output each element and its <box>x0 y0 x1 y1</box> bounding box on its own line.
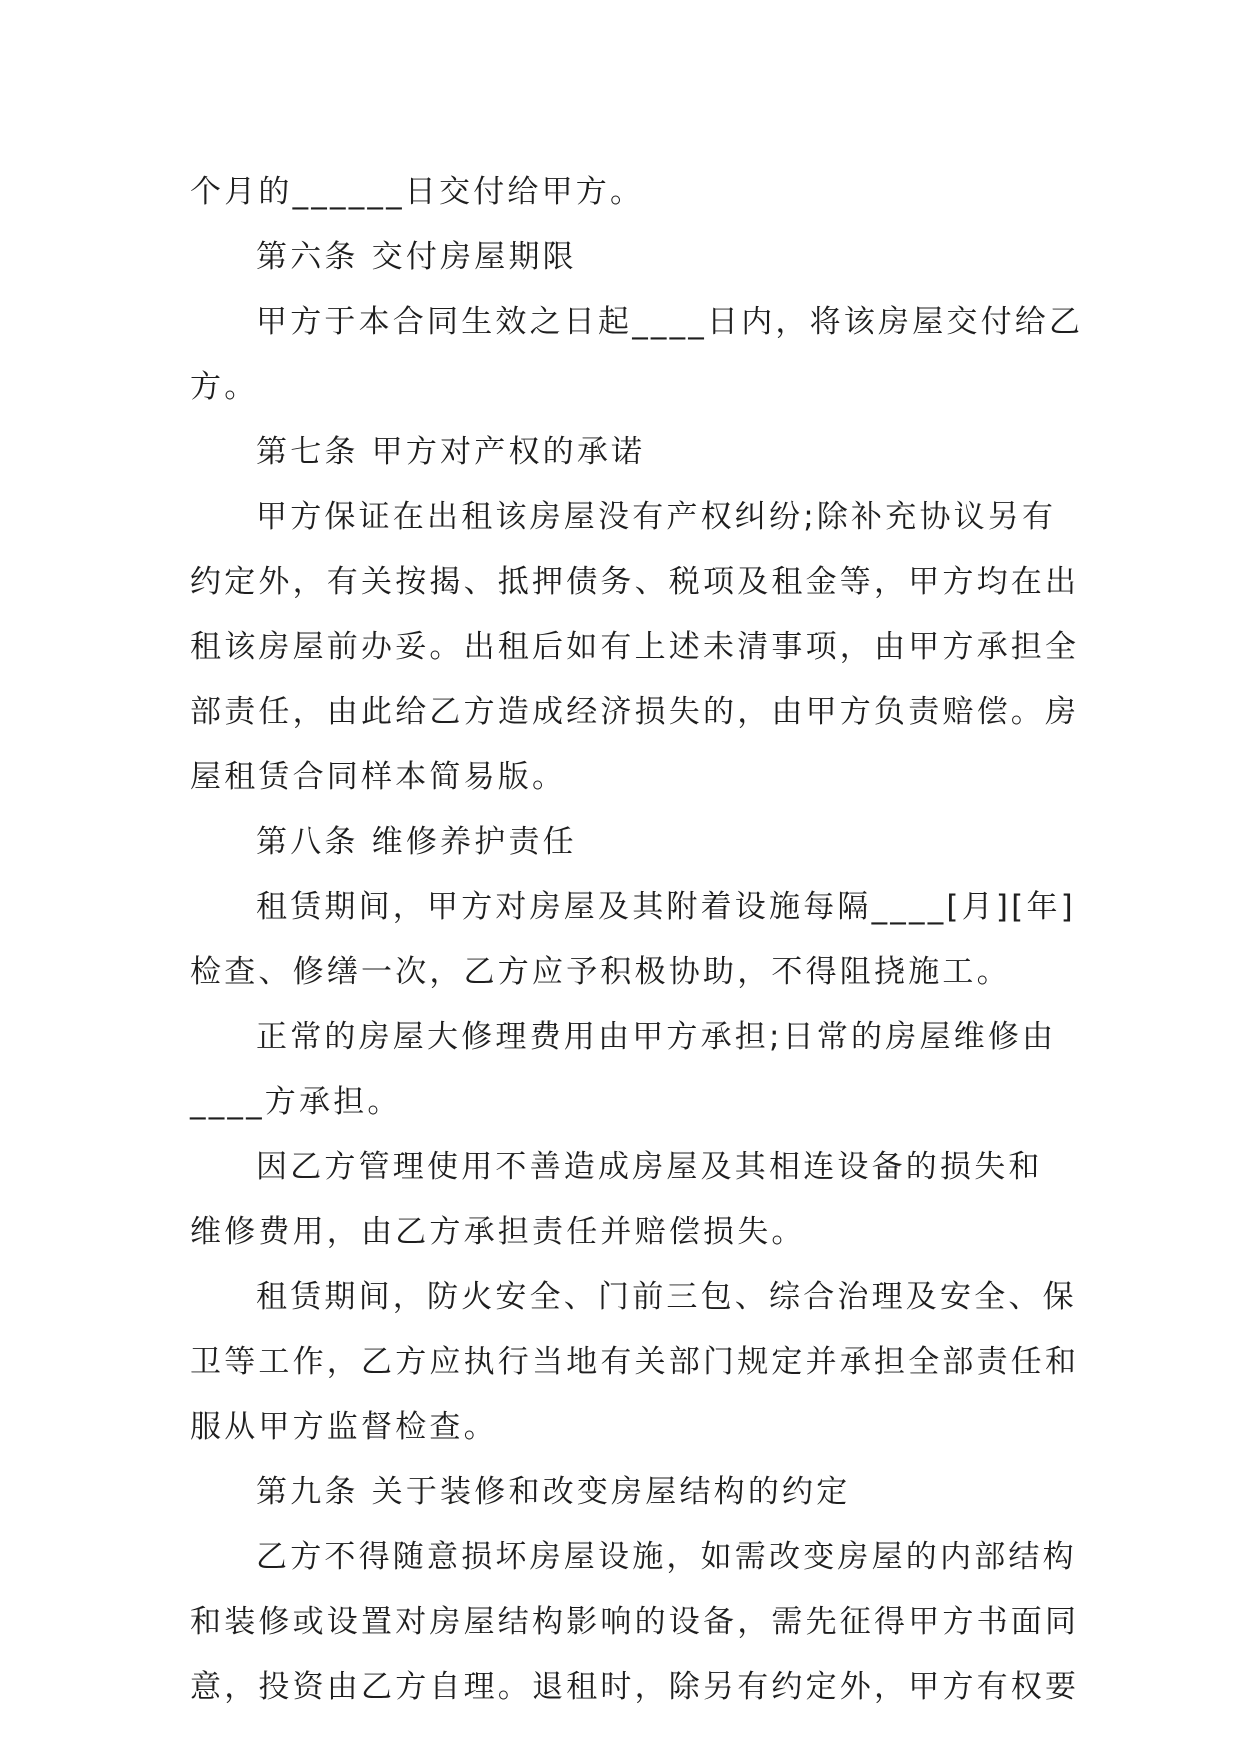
article-heading: 第七条 甲方对产权的承诺 <box>256 434 646 470</box>
article-heading: 第六条 交付房屋期限 <box>256 239 577 275</box>
article-heading: 第九条 关于装修和改变房屋结构的约定 <box>256 1474 851 1510</box>
text-line: 个月的______日交付给甲方。 <box>190 174 645 210</box>
text-line: 租赁期间，防火安全、门前三包、综合治理及安全、保 <box>256 1279 1077 1315</box>
text-line: 甲方保证在出租该房屋没有产权纠纷;除补充协议另有 <box>256 499 1057 535</box>
text-line: 租该房屋前办妥。出租后如有上述未清事项，由甲方承担全 <box>190 629 1080 665</box>
text-line: 租赁期间，甲方对房屋及其附着设施每隔____[月][年] <box>256 889 1076 925</box>
text-line: 服从甲方监督检查。 <box>190 1409 498 1445</box>
text-line: 正常的房屋大修理费用由甲方承担;日常的房屋维修由 <box>256 1019 1057 1055</box>
text-line: 方。 <box>190 369 259 405</box>
document-body <box>190 160 1084 1720</box>
text-line: 卫等工作，乙方应执行当地有关部门规定并承担全部责任和 <box>190 1344 1080 1380</box>
text-line: 意，投资由乙方自理。退租时，除另有约定外，甲方有权要 <box>190 1669 1080 1705</box>
text-line: 乙方不得随意损坏房屋设施，如需改变房屋的内部结构 <box>256 1539 1077 1575</box>
text-line: ____方承担。 <box>190 1084 402 1120</box>
text-line: 检查、修缮一次，乙方应予积极协助，不得阻挠施工。 <box>190 954 1011 990</box>
text-line: 维修费用，由乙方承担责任并赔偿损失。 <box>190 1214 806 1250</box>
text-line: 因乙方管理使用不善造成房屋及其相连设备的损失和 <box>256 1149 1043 1185</box>
article-heading: 第八条 维修养护责任 <box>256 824 577 860</box>
text-line: 部责任，由此给乙方造成经济损失的，由甲方负责赔偿。房 <box>190 694 1080 730</box>
text-line: 屋租赁合同样本简易版。 <box>190 759 567 795</box>
text-line: 约定外，有关按揭、抵押债务、税项及租金等，甲方均在出 <box>190 564 1080 600</box>
text-line: 甲方于本合同生效之日起____日内，将该房屋交付给乙 <box>256 304 1084 340</box>
text-line: 和装修或设置对房屋结构影响的设备，需先征得甲方书面同 <box>190 1604 1080 1640</box>
